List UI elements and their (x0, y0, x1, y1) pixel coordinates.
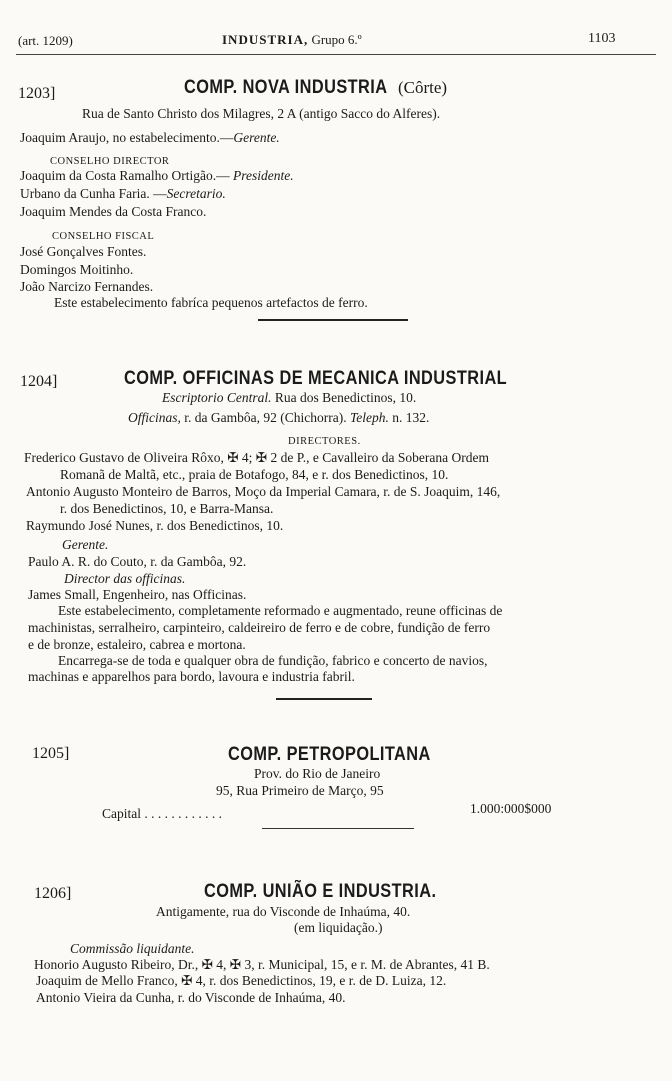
section-divider (258, 319, 408, 321)
description-line: machinas e apparelhos para bordo, lavoura e industria fabril. (28, 669, 355, 684)
fiscal-heading: CONSELHO FISCAL (52, 231, 155, 242)
entry-description: Este estabelecimento fabríca pequenos artefactos de ferro. (54, 295, 368, 310)
entry-title: COMP. UNIÃO E INDUSTRIA. (204, 881, 437, 902)
address: Antigamente, rua do Visconde de Inhaúma, 40. (156, 904, 411, 919)
address: Rua Primeiro de Março, (236, 783, 367, 798)
header-title (222, 32, 362, 48)
directors-heading: DIRECTORES. (288, 436, 361, 447)
board-member: Urbano da Cunha Faria. —Secretario. (20, 186, 226, 201)
address-number-right: 95 (370, 783, 384, 798)
manager-line (20, 130, 280, 146)
header-group: Grupo 6.º (311, 32, 362, 47)
manager-name: Joaquim Araujo, no estabelecimento.— (20, 130, 234, 145)
description-line: machinistas, serralheiro, carpinteiro, caldeireiro de ferro e de cobre, fundição de ferro (28, 620, 491, 635)
member-line: Joaquim de Mello Franco, ✠ 4, r. dos Benedictinos, 19, e r. de D. Luiza, 12. (36, 973, 447, 988)
entry-title: COMP. NOVA INDUSTRIA (184, 77, 388, 98)
address-line (216, 783, 384, 799)
section-divider (262, 828, 414, 829)
entry-number: 1205] (32, 745, 70, 762)
board-member: Joaquim Mendes da Costa Franco. (20, 204, 207, 219)
entry-number: 1204] (20, 373, 58, 390)
header-rule (16, 54, 656, 55)
board-heading: CONSELHO DIRECTOR (50, 156, 170, 167)
page-number: 1103 (588, 31, 616, 46)
director-line: Raymundo José Nunes, r. dos Benedictinos, 10. (26, 518, 284, 533)
board-member: Joaquim da Costa Ramalho Ortigão.— Presidente. (20, 168, 294, 183)
member-line: Antonio Vieira da Cunha, r. do Visconde de Inhaúma, 40. (36, 990, 346, 1005)
commission-heading: Commissão liquidante. (70, 941, 195, 956)
workshop-director-line: James Small, Engenheiro, nas Officinas. (28, 587, 247, 602)
director-line: r. dos Benedictinos, 10, e Barra-Mansa. (60, 501, 274, 516)
status: (em liquidação.) (294, 920, 383, 935)
fiscal-member: João Narcizo Fernandes. (20, 279, 154, 294)
fiscal-member: José Gonçalves Fontes. (20, 244, 147, 259)
entry-title: COMP. PETROPOLITANA (228, 744, 431, 765)
header-section: INDUSTRIA, (222, 32, 309, 47)
member-line: Honorio Augusto Ribeiro, Dr., ✠ 4, ✠ 3, r. Municipal, 15, e r. M. de Abrantes, 41 B. (34, 957, 490, 972)
manager-line: Paulo A. R. do Couto, r. da Gambôa, 92. (28, 554, 247, 569)
workshops-label: Officinas, (128, 410, 181, 425)
entry-number: 1203] (18, 85, 56, 102)
fiscal-member: Domingos Moitinho. (20, 262, 134, 277)
manager-role: Gerente. (62, 537, 109, 552)
address-number-left: 95, (216, 783, 233, 798)
description-line: Encarrega-se de toda e qualquer obra de fundição, fabrico e concerto de navios, (58, 653, 488, 668)
office-address: Rua dos Benedictinos, 10. (274, 390, 417, 405)
phone-label: Teleph. (349, 410, 389, 425)
workshop-director-role: Director das officinas. (64, 571, 186, 586)
manager-role: Gerente. (233, 130, 280, 145)
description-line: Este estabelecimento, completamente reformado e augmentado, reune officinas de (58, 603, 503, 618)
office-label: Escriptorio Central. (162, 390, 272, 405)
entry-address: Rua de Santo Christo dos Milagres, 2 A (antigo Sacco do Alferes). (82, 106, 441, 121)
capital-value: 1.000:000$000 (470, 801, 552, 816)
entry-title: COMP. OFFICINAS DE MECANICA INDUSTRIAL (124, 368, 508, 389)
entry-number: 1206] (34, 885, 72, 902)
phone-number: n. 132. (392, 410, 430, 425)
workshops-address: r. da Gambôa, 92 (Chichorra). (184, 410, 347, 425)
capital-label: Capital . . . . . . . . . . . . (102, 806, 222, 821)
workshops-line (128, 410, 429, 426)
section-divider (276, 698, 372, 700)
director-line: Romanã de Maltã, etc., praia de Botafogo, 84, e r. dos Benedictinos, 10. (60, 467, 449, 482)
entry-title-suffix: (Côrte) (397, 78, 448, 97)
office-line (162, 390, 416, 406)
director-line: Frederico Gustavo de Oliveira Rôxo, ✠ 4; ✠ 2 de P., e Cavalleiro da Soberana Ordem (24, 450, 490, 465)
director-line: Antonio Augusto Monteiro de Barros, Moço da Imperial Camara, r. de S. Joaquim, 146, (26, 484, 501, 499)
description-line: e de bronze, estaleiro, cabrea e mortona. (28, 637, 246, 652)
entry-heading (184, 77, 447, 99)
province: Prov. do Rio de Janeiro (254, 766, 381, 781)
header-article-ref: (art. 1209) (18, 33, 73, 48)
